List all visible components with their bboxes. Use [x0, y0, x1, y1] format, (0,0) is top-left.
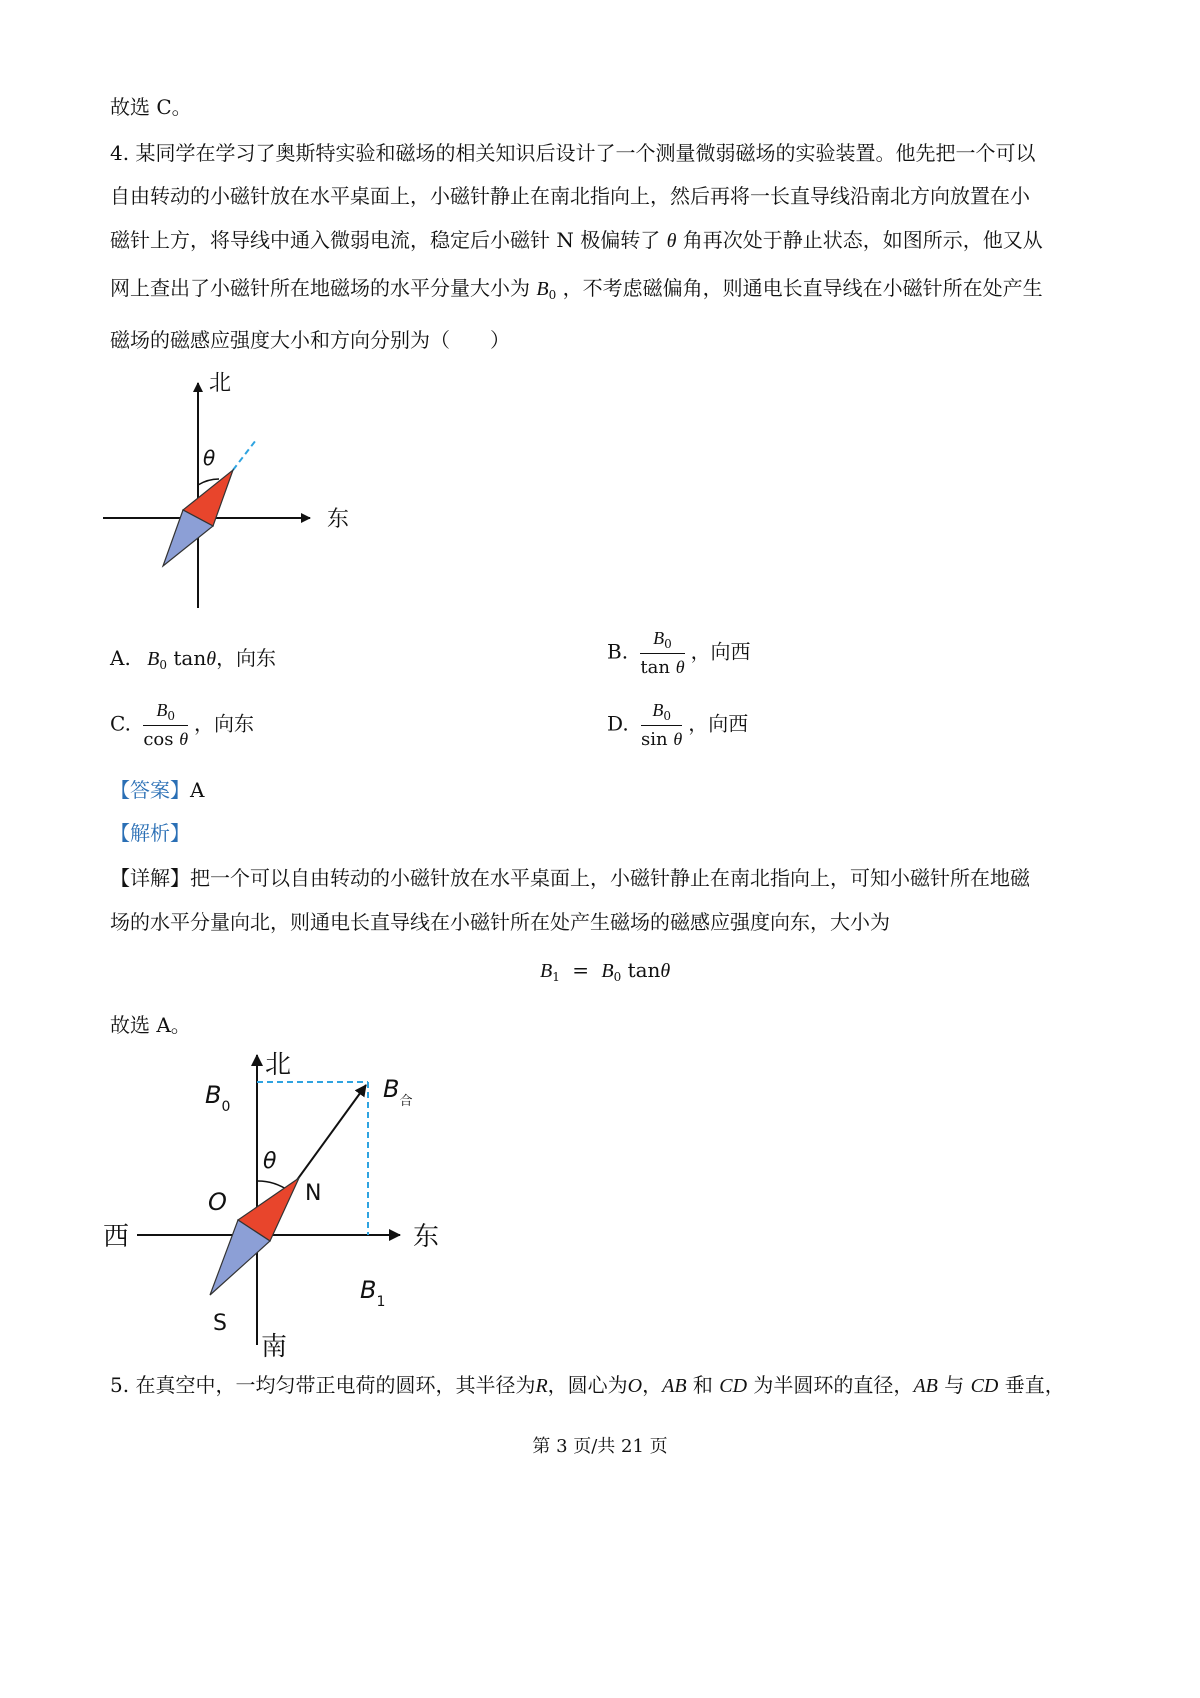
question-5-number: 5. — [110, 1373, 130, 1397]
option-b-direction: ，向西 — [690, 639, 751, 664]
option-c-num-b: B — [156, 700, 168, 720]
theta-label: θ — [203, 446, 216, 470]
q5-text-e: 为半圆环的直径， — [747, 1373, 914, 1397]
option-d[interactable] — [607, 700, 748, 750]
q5-cd-2: CD — [970, 1375, 999, 1397]
option-d-label: D. — [607, 711, 629, 736]
answer-value: A — [190, 778, 205, 802]
compass-figure-2 — [95, 1045, 455, 1360]
b0-label: $B_0$ — [205, 1081, 231, 1115]
compass-figure-1 — [95, 368, 375, 618]
q5-ab: AB — [662, 1375, 687, 1397]
south-label: 南 — [261, 1332, 288, 1360]
s-pole-label: S — [213, 1311, 227, 1336]
option-c-direction: ，向东 — [194, 711, 255, 736]
theta-symbol: θ — [666, 230, 677, 252]
option-c-num-sub: 0 — [167, 709, 175, 723]
detail-line-2: 场的水平分量向北，则通电长直导线在小磁针所在处产生磁场的磁感应强度向东，大小为 — [110, 910, 890, 934]
eq-sign: = — [572, 958, 589, 982]
n-pole-label: N — [305, 1181, 322, 1206]
question-line-2: 自由转动的小磁针放在水平桌面上，小磁针静止在南北指向上，然后再将一长直导线沿南北方向放置在小 — [110, 184, 1030, 208]
q5-text-c: ， — [642, 1373, 663, 1397]
option-b[interactable] — [607, 628, 751, 678]
eq-b0-sub: 0 — [613, 970, 622, 984]
option-a-theta: θ — [206, 648, 217, 670]
b-subscript: 0 — [548, 288, 557, 302]
option-a-label: A. — [110, 646, 131, 670]
east-label: 东 — [327, 507, 350, 532]
q5-text-f: 与 — [937, 1373, 971, 1397]
question-text-1: 某同学在学习了奥斯特实验和磁场的相关知识后设计了一个测量微弱磁场的实验装置。他先把一个可以 — [135, 141, 1036, 165]
option-d-num-b: B — [652, 700, 664, 720]
deflection-dashed-line — [233, 440, 256, 470]
b-symbol: B — [536, 278, 549, 300]
option-b-num-sub: 0 — [664, 637, 672, 651]
option-c-label: C. — [110, 711, 131, 736]
equation — [540, 960, 670, 983]
q5-ab-2: AB — [913, 1375, 938, 1397]
prev-answer: 故选 C。 — [110, 95, 192, 119]
option-d-fraction — [641, 700, 682, 750]
theta-label-2: θ — [263, 1149, 277, 1174]
answer-line — [110, 780, 204, 800]
option-b-den-tan: tan — [640, 657, 670, 678]
q5-r: R — [535, 1375, 548, 1397]
question-line-1 — [110, 143, 1035, 163]
detail-text-1: 把一个可以自由转动的小磁针放在水平桌面上，小磁针静止在南北指向上，可知小磁针所在地磁 — [190, 866, 1030, 890]
question-text-3b: 角再次处于静止状态，如图所示，他又从 — [682, 228, 1043, 252]
detail-line-1 — [110, 868, 1030, 888]
q5-text-a: 在真空中，一均匀带正电荷的圆环，其半径为 — [135, 1373, 536, 1397]
option-c-den-theta: θ — [179, 729, 189, 749]
north-label: 北 — [209, 371, 232, 396]
option-a-tan: tan — [173, 646, 207, 670]
answer-tag: 【答案】 — [110, 778, 190, 802]
conclusion: 故选 A。 — [110, 1013, 191, 1037]
bhe-label: $B_合$ — [383, 1075, 413, 1109]
b1-label: $B_1$ — [360, 1276, 386, 1310]
question-line-5: 磁场的磁感应强度大小和方向分别为（ ） — [110, 328, 510, 352]
option-d-direction: ，向西 — [688, 711, 749, 736]
west-label: 西 — [103, 1222, 130, 1252]
option-d-num-sub: 0 — [663, 709, 671, 723]
option-d-den-sin: sin — [641, 729, 668, 750]
option-c-fraction — [143, 700, 188, 750]
option-c[interactable] — [110, 700, 254, 750]
page-footer: 第 3 页/共 21 页 — [532, 1436, 668, 1457]
detail-tag: 【详解】 — [110, 866, 190, 890]
eq-tan: tan — [627, 958, 661, 982]
analysis-tag: 【解析】 — [110, 821, 190, 845]
option-a-sub: 0 — [159, 658, 168, 672]
origin-label: O — [208, 1188, 227, 1216]
question-text-4a: 网上查出了小磁针所在地磁场的水平分量大小为 — [110, 276, 530, 300]
q5-o: O — [627, 1375, 643, 1397]
question-line-3 — [110, 230, 1043, 251]
eq-b1-sub: 1 — [552, 970, 560, 984]
question-5-line — [110, 1375, 1065, 1396]
q5-cd: CD — [719, 1375, 748, 1397]
q5-text-b: ，圆心为 — [547, 1373, 628, 1397]
q5-text-d: 和 — [686, 1373, 720, 1397]
option-a-b: B — [147, 648, 160, 670]
question-line-4 — [110, 278, 1043, 301]
option-b-num-b: B — [653, 628, 665, 648]
option-a[interactable] — [110, 642, 276, 672]
option-b-den-theta: θ — [675, 657, 685, 677]
question-text-3a: 磁针上方，将导线中通入微弱电流，稳定后小磁针 N 极偏转了 — [110, 228, 661, 252]
question-text-4b: ，不考虑磁偏角，则通电长直导线在小磁针所在处产生 — [562, 276, 1043, 300]
north-label-2: 北 — [265, 1050, 292, 1080]
option-b-label: B. — [607, 639, 629, 664]
q5-text-g: 垂直， — [998, 1373, 1065, 1397]
eq-b0: B — [601, 960, 614, 982]
option-d-den-theta: θ — [673, 729, 683, 749]
east-label-2: 东 — [413, 1222, 440, 1252]
option-a-direction: ，向东 — [216, 646, 277, 670]
question-number: 4. — [110, 141, 130, 165]
option-b-fraction — [640, 628, 684, 678]
eq-theta: θ — [660, 960, 671, 982]
option-c-den-cos: cos — [143, 729, 174, 750]
eq-b1: B — [540, 960, 553, 982]
